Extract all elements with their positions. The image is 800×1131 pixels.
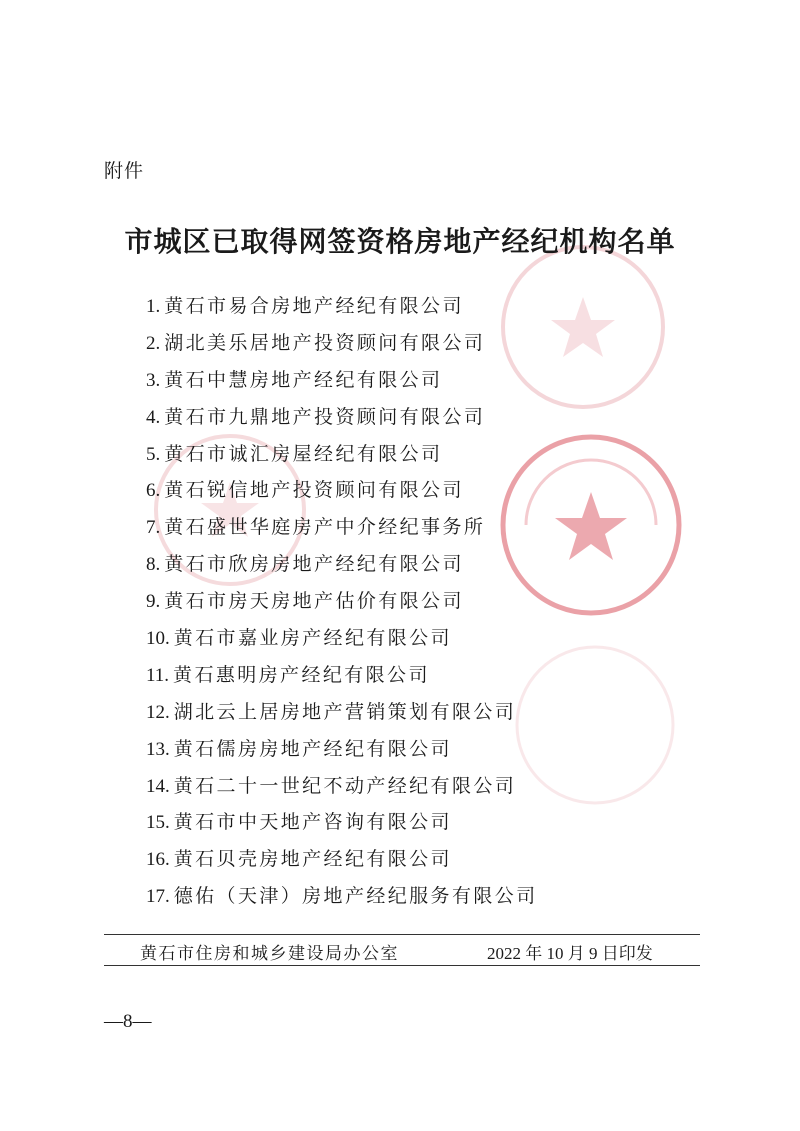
item-number: 7. xyxy=(146,517,161,539)
agency-list xyxy=(146,288,538,915)
page-number: —8— xyxy=(104,1011,152,1032)
item-number: 1. xyxy=(146,296,161,317)
agency-name: 湖北美乐居地产投资顾问有限公司 xyxy=(164,331,486,354)
item-number: 16. xyxy=(146,849,170,871)
agency-name: 黄石盛世华庭房产中介经纪事务所 xyxy=(164,516,486,539)
item-number: 12. xyxy=(146,701,170,723)
agency-name: 黄石市嘉业房产经纪有限公司 xyxy=(173,627,452,650)
agency-name: 黄石中慧房地产经纪有限公司 xyxy=(164,368,443,391)
agency-name: 德佑（天津）房地产经纪服务有限公司 xyxy=(173,885,538,908)
agency-name: 黄石市欣房房地产经纪有限公司 xyxy=(164,553,464,576)
agency-name: 黄石锐信地产投资顾问有限公司 xyxy=(164,479,464,502)
item-number: 14. xyxy=(146,775,170,797)
issuer-name: 黄石市住房和城乡建设局办公室 xyxy=(140,944,399,964)
list-item xyxy=(146,362,538,399)
item-number: 3. xyxy=(146,369,161,391)
list-item xyxy=(146,546,538,583)
item-number: 8. xyxy=(146,554,161,576)
list-item xyxy=(146,399,538,436)
item-number: 4. xyxy=(146,406,161,428)
document-title: 市城区已取得网签资格房地产经纪机构名单 xyxy=(124,225,676,258)
agency-name: 黄石市诚汇房屋经纪有限公司 xyxy=(164,442,443,465)
agency-name: 黄石市中天地产咨询有限公司 xyxy=(173,811,452,834)
agency-name: 黄石儒房房地产经纪有限公司 xyxy=(173,737,452,760)
attachment-label: 附件 xyxy=(104,160,145,182)
item-number: 6. xyxy=(146,480,161,502)
agency-name: 黄石惠明房产经纪有限公司 xyxy=(173,663,430,686)
issue-date: 2022 年 10 月 9 日印发 xyxy=(487,944,653,963)
list-item xyxy=(146,325,538,362)
footer-rule-top xyxy=(104,934,700,935)
list-item xyxy=(146,731,538,768)
list-item xyxy=(146,694,538,731)
list-item xyxy=(146,768,538,805)
footer-rule-bottom xyxy=(104,965,700,966)
item-number: 2. xyxy=(146,332,161,354)
agency-name: 黄石二十一世纪不动产经纪有限公司 xyxy=(173,774,517,797)
item-number: 17. xyxy=(146,886,170,908)
list-item xyxy=(146,472,538,509)
item-number: 11. xyxy=(146,664,170,686)
agency-name: 黄石市房天房地产估价有限公司 xyxy=(164,590,464,613)
list-item xyxy=(146,878,538,915)
list-item xyxy=(146,436,538,473)
list-item xyxy=(146,288,538,325)
list-item xyxy=(146,509,538,546)
item-number: 5. xyxy=(146,443,161,465)
list-item xyxy=(146,841,538,878)
agency-name: 黄石市九鼎地产投资顾问有限公司 xyxy=(164,405,486,428)
list-item xyxy=(146,657,538,694)
agency-name: 黄石市易合房地产经纪有限公司 xyxy=(164,295,464,317)
list-item xyxy=(146,583,538,620)
list-item xyxy=(146,804,538,841)
agency-name: 黄石贝壳房地产经纪有限公司 xyxy=(173,848,452,871)
item-number: 9. xyxy=(146,591,161,613)
list-item xyxy=(146,620,538,657)
item-number: 15. xyxy=(146,812,170,834)
item-number: 13. xyxy=(146,738,170,760)
agency-name: 湖北云上居房地产营销策划有限公司 xyxy=(173,700,517,723)
item-number: 10. xyxy=(146,628,170,650)
